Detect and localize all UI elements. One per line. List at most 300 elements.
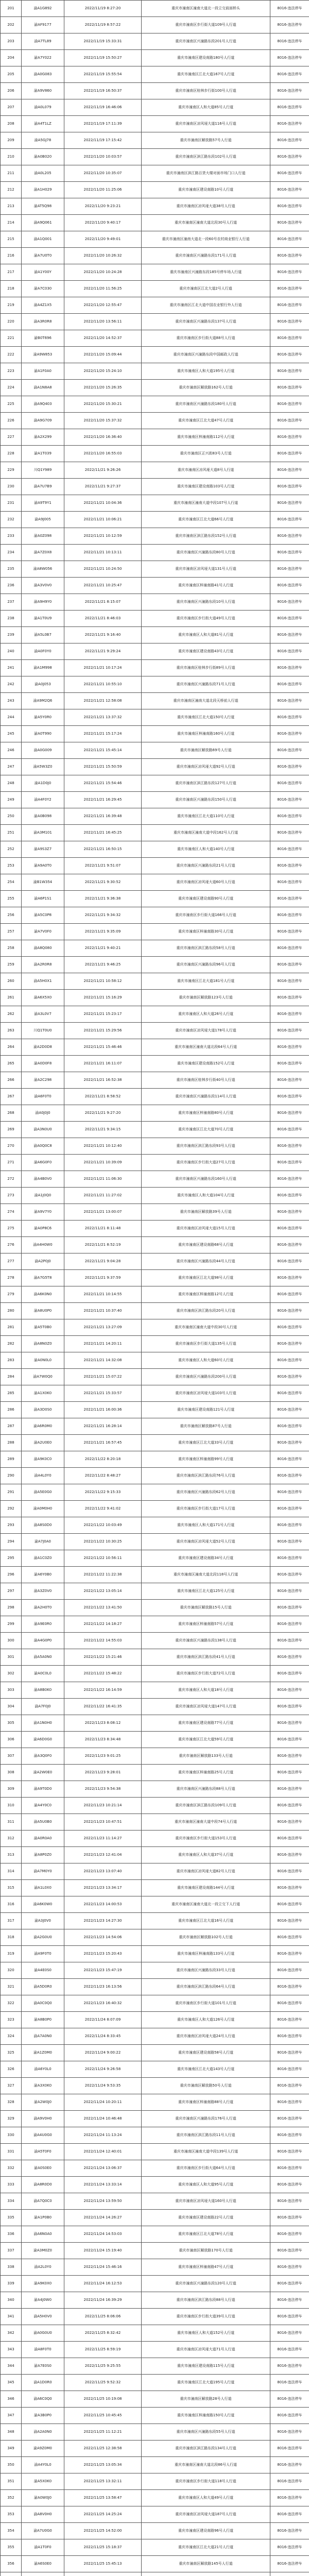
row-number-cell: 254 [1,874,22,891]
violation-time-cell: 2022/11/23 10:21:14 [64,1798,142,1814]
location-cell: 重庆市潼南区潼南大道中段74号人行道 [142,1814,270,1831]
table-row [1,132,309,149]
table-row [1,2177,309,2193]
location-cell: 重庆市潼南区滨江路东段41号人行道 [142,1649,270,1666]
row-number-cell: 354 [1,2523,22,2539]
plate-number-cell: 渝A1D0R0 [22,2375,64,2391]
location-cell: 重庆市潼南区梓潼南路160号人行道 [142,726,270,742]
table-row [1,1369,309,1385]
table-row [1,215,309,231]
table-row [1,1682,309,1699]
plate-number-cell: 渝A7V0F0 [22,924,64,940]
violation-time-cell: 2022/11/21 15:29:56 [64,1023,142,1039]
row-number-cell: 203 [1,33,22,50]
violation-code-cell: 8016-违法停车 [270,314,309,330]
location-cell: 重庆市潼南区潼南大道中段30号人行道 [142,1319,270,1336]
row-number-cell: 250 [1,808,22,825]
plate-number-cell: 渝B1W354 [22,874,64,891]
plate-number-cell: 渝A4Z1X5 [22,297,64,314]
plate-number-cell: 渝A4H0W0 [22,1237,64,1253]
violation-time-cell: 2022/11/21 15:45:14 [64,742,142,759]
plate-number-cell: 渝A9G709 [22,413,64,429]
row-number-cell: 231 [1,495,22,512]
table-row [1,957,309,973]
plate-number-cell: 渝A0G009 [22,742,64,759]
violation-code-cell: 8016-违法停车 [270,561,309,578]
violation-time-cell: 2022/11/23 9:28:01 [64,1765,142,1781]
location-cell: 重庆市潼南区解放路170号人行道 [142,2243,270,2259]
violation-time-cell: 2022/11/21 11:06:30 [64,1171,142,1188]
violation-time-cell: 2022/11/24 12:40:01 [64,2144,142,2160]
violation-code-cell: 8016-违法停车 [270,1765,309,1781]
table-row [1,1649,309,1666]
violation-code-cell: 8016-违法停车 [270,676,309,693]
violation-code-cell: 8016-违法停车 [270,660,309,676]
violation-code-cell: 8016-违法停车 [270,2193,309,2210]
violation-time-cell: 2022/11/20 15:30:21 [64,396,142,413]
location-cell: 重庆市潼南区人和大道95号人行道 [142,2177,270,2193]
row-number-cell: 343 [1,2342,22,2358]
violation-code-cell: 8016-违法停车 [270,825,309,841]
row-number-cell: 337 [1,2243,22,2259]
plate-number-cell: 渝A0L205 [22,165,64,182]
violation-code-cell: 8016-违法停车 [270,182,309,198]
plate-number-cell: 渝A1L0X0 [22,1880,64,1896]
row-number-cell: 229 [1,462,22,479]
violation-time-cell: 2022/11/25 15:45:13 [64,2556,142,2572]
row-number-cell: 268 [1,1105,22,1122]
violation-code-cell: 8016-违法停车 [270,165,309,182]
violation-code-cell: 8016-违法停车 [270,990,309,1006]
row-number-cell: 272 [1,1171,22,1188]
table-row [1,380,309,396]
location-cell: 重庆市潼南区江北大道33号人行道 [142,1435,270,1451]
plate-number-cell: 渝A7A0N0 [22,2028,64,2045]
row-number-cell: 329 [1,2111,22,2127]
table-row [1,50,309,66]
violation-code-cell: 8016-违法停车 [270,2045,309,2061]
location-cell: 重庆市潼南区梓潼南路12号人行道 [142,1286,270,1303]
plate-number-cell: 渝A0J0J0 [22,1105,64,1122]
table-row [1,2572,309,2576]
violation-time-cell: 2022/11/23 16:40:32 [64,1995,142,2012]
table-row [1,165,309,182]
violation-time-cell: 2022/11/21 9:27:20 [64,1105,142,1122]
violation-code-cell: 8016-违法停车 [270,2012,309,2028]
table-row [1,775,309,792]
location-cell: 重庆市潼南区解放路57号人行道 [142,132,270,149]
location-cell: 重庆市潼南区兴潼路东段150号人行道 [142,792,270,808]
violation-code-cell: 8016-违法停车 [270,2028,309,2045]
violation-code-cell: 8016-违法停车 [270,462,309,479]
table-row [1,2078,309,2094]
violation-code-cell: 8016-违法停车 [270,528,309,545]
plate-number-cell: 渝A5L0B7 [22,627,64,643]
row-number-cell: 311 [1,1814,22,1831]
row-number-cell: 259 [1,957,22,973]
violation-time-cell: 2022/11/21 10:13:11 [64,545,142,561]
violation-code-cell: 8016-违法停车 [270,2539,309,2556]
violation-code-cell: 8016-违法停车 [270,132,309,149]
violation-time-cell: 2022/11/24 9:00:22 [64,2045,142,2061]
location-cell: 重庆市潼南区解放路123号人行道 [142,990,270,1006]
location-cell: 重庆市潼南区正兴街83号人行道 [142,446,270,462]
violation-code-cell: 8016-违法停车 [270,1171,309,1188]
plate-number-cell: 渝A5W3Z0 [22,759,64,775]
violation-code-cell: 8016-违法停车 [270,2210,309,2226]
table-row [1,1418,309,1435]
location-cell: 重庆市潼南区建设南路121号人行道 [142,1402,270,1418]
table-row [1,2490,309,2506]
row-number-cell: 202 [1,17,22,33]
table-row [1,248,309,264]
row-number-cell: 305 [1,1715,22,1732]
plate-number-cell: 渝A7Q0C0 [22,2193,64,2210]
row-number-cell: 207 [1,99,22,116]
location-cell: 重庆市潼南区兴潼路东段120号人行道 [142,2276,270,2292]
plate-number-cell: 渝A6G0F0 [22,1155,64,1171]
location-cell: 重庆市潼南区建设南路96号人行道 [142,2523,270,2539]
plate-number-cell: 渝A0B020 [22,149,64,165]
violation-time-cell: 2022/11/21 16:00:36 [64,1402,142,1418]
violation-time-cell: 2022/11/23 12:41:04 [64,1847,142,1863]
violation-time-cell: 2022/11/19 17:11:39 [64,116,142,132]
violation-code-cell: 8016-违法停车 [270,1583,309,1600]
location-cell: 重庆市潼南区梓潼南路41号人行道 [142,578,270,594]
plate-number-cell: 渝AT5Q98 [22,198,64,215]
violation-code-cell: 8016-违法停车 [270,215,309,231]
table-row [1,1567,309,1583]
row-number-cell: 350 [1,2457,22,2473]
plate-number-cell: 渝A4E0S0 [22,1962,64,1979]
violation-code-cell: 8016-违法停车 [270,50,309,66]
plate-number-cell: 渝A6S0E0 [22,2556,64,2572]
plate-number-cell: 渝A1N8A8 [22,380,64,396]
violation-time-cell: 2022/11/21 16:29:45 [64,792,142,808]
violation-code-cell: 8016-违法停车 [270,973,309,990]
row-number-cell: 213 [1,198,22,215]
violation-time-cell: 2022/11/21 13:37:32 [64,709,142,726]
violation-time-cell: 2022/11/22 10:56:11 [64,1550,142,1567]
violation-time-cell: 2022/11/21 10:39:09 [64,1155,142,1171]
row-number-cell: 294 [1,1534,22,1550]
violation-time-cell: 2022/11/22 8:48:27 [64,1468,142,1484]
row-number-cell: 243 [1,693,22,709]
location-cell: 重庆市潼南区人和大道195号人行道 [142,363,270,380]
location-cell: 重庆市潼南区步行街大道153号人行道 [142,1831,270,1847]
table-row [1,2391,309,2408]
table-row [1,1814,309,1831]
location-cell: 重庆市潼南区兴潼路东段138号人行道 [142,1633,270,1649]
table-row [1,66,309,83]
location-cell: 重庆市潼南区兴潼路东段171号人行道 [142,248,270,264]
location-cell: 重庆市潼南区梓潼南路150号人行道 [142,2408,270,2424]
plate-number-cell: 渝A2H0T0 [22,1600,64,1616]
violation-time-cell: 2022/11/24 15:19:40 [64,2243,142,2259]
plate-number-cell: 川Q1Y989 [22,462,64,479]
row-number-cell: 335 [1,2210,22,2226]
violation-code-cell: 8016-违法停车 [270,281,309,297]
table-row [1,1468,309,1484]
plate-number-cell: 渝AF9177 [22,17,64,33]
violation-time-cell: 2022/11/21 14:20:11 [64,1336,142,1352]
location-cell: 重庆市潼南区人和大道49号人行道 [142,2490,270,2506]
plate-number-cell: 渝A2C298 [22,1072,64,1089]
table-row [1,1138,309,1155]
location-cell: 重庆市潼南区步行街大道118号人行道 [142,2473,270,2490]
row-number-cell: 255 [1,891,22,907]
row-number-cell: 336 [1,2226,22,2243]
table-row [1,2160,309,2177]
row-number-cell: 265 [1,1056,22,1072]
violation-code-cell: 8016-违法停车 [270,1600,309,1616]
violation-time-cell: 2022/11/21 10:37:40 [64,1303,142,1319]
plate-number-cell: 渝A2U0E0 [22,1435,64,1451]
location-cell: 重庆市潼南区凉风垭大道187号人行道 [142,2506,270,2523]
table-row [1,1896,309,1913]
violation-time-cell: 2022/11/21 9:26:26 [64,462,142,479]
table-row [1,429,309,446]
table-row [1,1946,309,1962]
violation-code-cell: 8016-违法停车 [270,1550,309,1567]
table-row [1,990,309,1006]
violation-code-cell: 8016-违法停车 [270,1863,309,1880]
violation-code-cell: 8016-违法停车 [270,1105,309,1122]
violation-code-cell: 8016-违法停车 [270,545,309,561]
table-row [1,2424,309,2441]
location-cell: 重庆市潼南区兴潼路东段44号人行道 [142,1253,270,1270]
location-cell: 重庆市潼南区兴潼路东段71号人行道 [142,676,270,693]
plate-number-cell: 渝A2D0D8 [22,1039,64,1056]
plate-number-cell: 渝A3R0R8 [22,314,64,330]
table-row [1,1962,309,1979]
violation-code-cell: 8016-违法停车 [270,1138,309,1155]
location-cell: 重庆市潼南区兴潼路东段10号人行道 [142,594,270,611]
row-number-cell: 277 [1,1253,22,1270]
plate-number-cell: 渝A5H0X1 [22,973,64,990]
violation-time-cell: 2022/11/21 8:15:07 [64,594,142,611]
violation-code-cell: 8016-违法停车 [270,479,309,495]
plate-number-cell: 渝A9Q061 [22,215,64,231]
location-cell: 重庆市潼南区凉风垭大道116号人行道 [142,116,270,132]
violation-code-cell: 8016-违法停车 [270,1814,309,1831]
violation-time-cell: 2022/11/21 16:52:38 [64,1072,142,1089]
table-row [1,1616,309,1633]
plate-number-cell: 渝A6K0W0 [22,1896,64,1913]
violation-code-cell: 8016-违法停车 [270,709,309,726]
row-number-cell: 297 [1,1583,22,1600]
table-row [1,83,309,99]
location-cell: 重庆市潼南区江北大道中国农业银行外人行道 [142,297,270,314]
row-number-cell: 206 [1,83,22,99]
row-number-cell: 287 [1,1418,22,1435]
plate-number-cell: 渝A1X0K0 [22,1385,64,1402]
table-row [1,841,309,858]
table-row [1,1204,309,1221]
violation-code-cell: 8016-违法停车 [270,578,309,594]
table-row [1,611,309,627]
plate-number-cell: 渝A0S0E0 [22,2160,64,2177]
violation-time-cell: 2022/11/22 10:30:25 [64,1534,142,1550]
plate-number-cell: 渝A7U0G0 [22,2523,64,2539]
location-cell: 重庆市潼南区滨江路东段64号人行道 [142,1979,270,1995]
violation-code-cell: 8016-违法停车 [270,2226,309,2243]
violation-time-cell: 2022/11/21 8:52:19 [64,1237,142,1253]
location-cell: 重庆市潼南区凉风垭大道147号人行道 [142,1699,270,1715]
plate-number-cell: 渝A7C030 [22,281,64,297]
plate-number-cell: 渝A6K0N0 [22,1286,64,1303]
violation-time-cell: 2022/11/21 9:46:25 [64,957,142,973]
row-number-cell: 214 [1,215,22,231]
plate-number-cell: 渝A0L079 [22,99,64,116]
row-number-cell: 267 [1,1089,22,1105]
table-row [1,2473,309,2490]
table-row [1,1831,309,1847]
location-cell: 重庆市潼南区兴潼路东段160号人行道 [142,1171,270,1188]
violation-code-cell: 8016-违法停车 [270,330,309,347]
table-row [1,1105,309,1122]
row-number-cell: 263 [1,1023,22,1039]
location-cell: 重庆市潼南区潼南大道北段30号人行道 [142,215,270,231]
row-number-cell: 228 [1,446,22,462]
table-row [1,1534,309,1550]
violation-time-cell: 2022/11/21 8:11:48 [64,1221,142,1237]
violation-code-cell: 8016-违法停车 [270,1831,309,1847]
row-number-cell: 304 [1,1699,22,1715]
violation-time-cell: 2022/11/21 10:04:36 [64,495,142,512]
violation-time-cell: 2022/11/20 11:56:25 [64,281,142,297]
plate-number-cell: 渝A3X0K0 [22,2078,64,2094]
table-row [1,2061,309,2078]
table-row [1,1666,309,1682]
location-cell: 重庆市潼南区梓潼南路133号人行道 [142,1946,270,1962]
violation-code-cell: 8016-违法停车 [270,1435,309,1451]
violation-code-cell: 8016-违法停车 [270,1056,309,1072]
violation-time-cell: 2022/11/20 14:52:37 [64,330,142,347]
violation-time-cell: 2022/11/21 9:27:37 [64,479,142,495]
table-row [1,660,309,676]
violation-code-cell: 8016-违法停车 [270,347,309,363]
violation-time-cell: 2022/11/25 9:25:55 [64,2358,142,2375]
violation-code-cell: 8016-违法停车 [270,1699,309,1715]
violation-time-cell: 2022/11/20 10:03:57 [64,149,142,165]
violation-time-cell: 2022/11/25 11:12:21 [64,2424,142,2441]
plate-number-cell: 渝A0D0F8 [22,1056,64,1072]
location-cell: 重庆市潼南区凉风垭大道71号人行道 [142,2342,270,2358]
violation-code-cell: 8016-违法停车 [270,841,309,858]
plate-number-cell: 渝A2R0R8 [22,957,64,973]
plate-number-cell: 渝A9K0C0 [22,1451,64,1468]
plate-number-cell: 渝A3B0P0 [22,2408,64,2424]
violation-code-cell: 8016-违法停车 [270,116,309,132]
violation-code-cell: 8016-违法停车 [270,231,309,248]
violation-code-cell: 8016-违法停车 [270,2259,309,2276]
location-cell: 重庆市潼南区人和大道26号人行道 [142,1006,270,1023]
violation-code-cell: 8016-违法停车 [270,1995,309,2012]
location-cell: 重庆市潼南区凉风垭大道15号人行道 [142,1221,270,1237]
row-number-cell: 204 [1,50,22,66]
row-number-cell: 238 [1,611,22,627]
row-number-cell: 219 [1,297,22,314]
table-row [1,2144,309,2160]
location-cell: 重庆市潼南区江北大道47号人行道 [142,413,270,429]
plate-number-cell: 渝A4U0G0 [22,2127,64,2144]
location-cell: 重庆市潼南区滨江路东段152号人行道 [142,528,270,545]
violation-time-cell: 2022/11/24 9:26:58 [64,2061,142,2078]
row-number-cell: 351 [1,2473,22,2490]
plate-number-cell: 渝A7U7B9 [22,479,64,495]
table-row [1,1765,309,1781]
plate-number-cell [22,2572,64,2576]
row-number-cell: 342 [1,2325,22,2342]
plate-number-cell: 渝A0T990 [22,726,64,742]
violation-code-cell: 8016-违法停车 [270,2424,309,2441]
row-number-cell: 298 [1,1600,22,1616]
row-number-cell: 279 [1,1286,22,1303]
table-row [1,2226,309,2243]
row-number-cell: 321 [1,1979,22,1995]
location-cell: 重庆市潼南区兴潼路东段33号人行道 [142,1962,270,1979]
plate-number-cell: 渝A7E0S0 [22,2358,64,2375]
row-number-cell: 266 [1,1072,22,1089]
row-number-cell: 320 [1,1962,22,1979]
row-number-cell: 312 [1,1831,22,1847]
location-cell: 重庆市潼南区人和大道126号人行道 [142,2012,270,2028]
row-number-cell: 332 [1,2160,22,2177]
row-number-cell: 244 [1,709,22,726]
row-number-cell: 210 [1,149,22,165]
location-cell: 重庆市潼南区步行街大道135号人行道 [142,1336,270,1352]
violation-code-cell: 8016-违法停车 [270,940,309,957]
violation-time-cell: 2022/11/23 11:14:27 [64,1831,142,1847]
violation-time-cell: 2022/11/20 12:55:47 [64,297,142,314]
violation-time-cell: 2022/11/24 14:26:27 [64,2210,142,2226]
violation-code-cell: 8016-违法停车 [270,594,309,611]
violation-time-cell: 2022/11/24 9:53:35 [64,2078,142,2094]
location-cell: 重庆市潼南区建设南路43号人行道 [142,643,270,660]
location-cell: 重庆市潼南区兴潼路东段80号人行道 [142,545,270,561]
table-row [1,1501,309,1517]
location-cell: 重庆市潼南区人和大道85号人行道 [142,99,270,116]
row-number-cell: 333 [1,2177,22,2193]
location-cell: 重庆市潼南区解放路145号人行道 [142,2556,270,2572]
violation-code-cell: 8016-违法停车 [270,1023,309,1039]
table-row [1,1600,309,1616]
violation-time-cell: 2022/11/21 9:29:24 [64,643,142,660]
plate-number-cell: 渝A6N0A0 [22,2226,64,2243]
table-row [1,330,309,347]
violation-time-cell: 2022/11/21 14:32:08 [64,1352,142,1369]
location-cell: 重庆市潼南区滨江路东段11号人行道 [142,2127,270,2144]
row-number-cell: 276 [1,1237,22,1253]
table-row [1,1995,309,2012]
row-number-cell: 302 [1,1666,22,1682]
plate-number-cell: 川Q1T0U0 [22,1023,64,1039]
location-cell [142,2572,270,2576]
plate-number-cell: 渝B0T696 [22,330,64,347]
location-cell: 重庆市潼南区解放路162号人行道 [142,380,270,396]
violation-code-cell: 8016-违法停车 [270,1748,309,1765]
violation-code-cell: 8016-违法停车 [270,1089,309,1105]
violation-time-cell: 2022/11/24 10:46:48 [64,2111,142,2127]
location-cell: 重庆市潼南区潼南大道北段118号人行道 [142,1567,270,1583]
row-number-cell: 355 [1,2539,22,2556]
violation-time-cell: 2022/11/21 8:58:52 [64,1089,142,1105]
violation-time-cell: 2022/11/22 13:41:50 [64,1600,142,1616]
violation-code-cell: 8016-违法停车 [270,924,309,940]
violation-time-cell: 2022/11/22 14:18:27 [64,1616,142,1633]
row-number-cell: 249 [1,792,22,808]
